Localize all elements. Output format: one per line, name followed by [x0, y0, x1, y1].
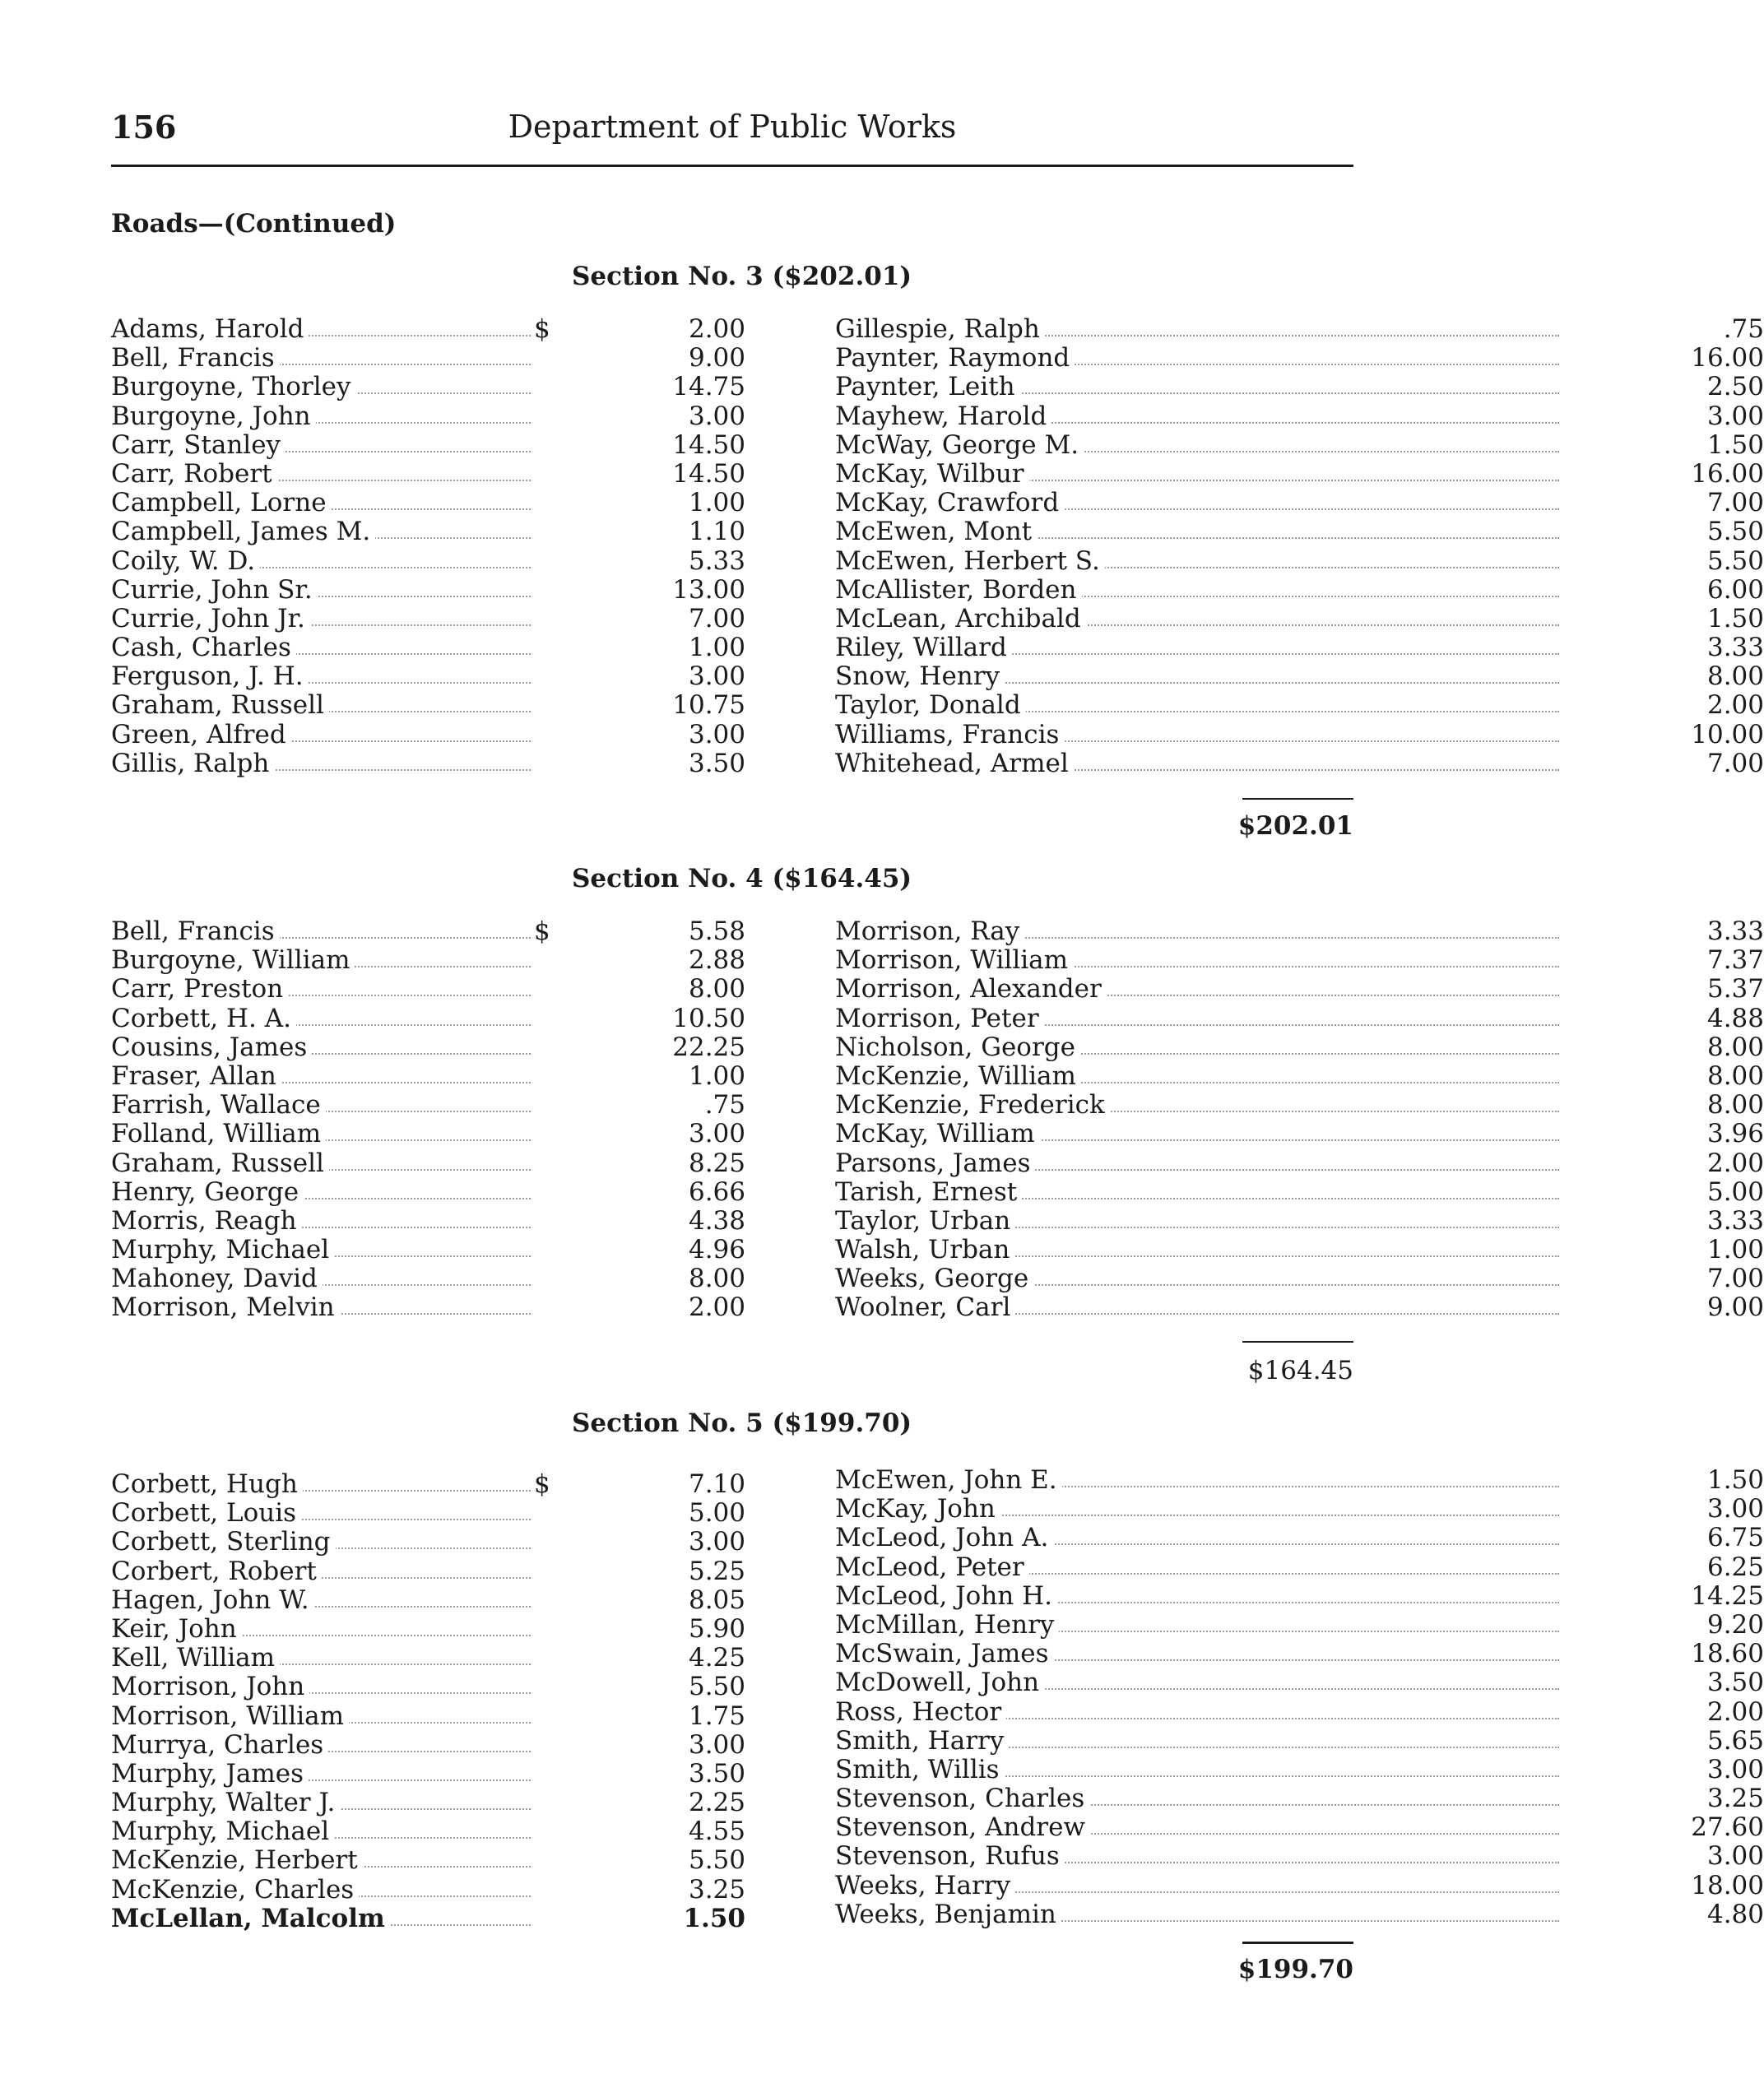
payment-amount: 10.50	[555, 1005, 745, 1033]
page-header	[111, 109, 1353, 158]
payee-name: McLeod, Peter	[835, 1553, 1029, 1582]
payment-amount: 3.00	[555, 1120, 745, 1148]
dollar-sign: $	[534, 314, 550, 344]
payee-name: McAllister, Borden	[835, 576, 1082, 605]
payee-name: Paynter, Raymond	[835, 344, 1075, 373]
payee-name: Ferguson, J. H.	[111, 662, 309, 691]
payee-name: Morris, Reagh	[111, 1207, 302, 1236]
payment-amount: 5.25	[555, 1557, 745, 1586]
payment-amount: 4.80	[1559, 1900, 1764, 1929]
payee-name: Woolner, Carl	[835, 1293, 1015, 1322]
payee-name: Stevenson, Charles	[835, 1784, 1089, 1813]
payment-amount: 1.00	[555, 633, 745, 662]
payment-amount: 14.50	[555, 431, 745, 460]
payment-amount: 1.50	[1559, 1466, 1764, 1495]
payee-name: McKay, Crawford	[835, 489, 1064, 517]
payee-name: Currie, John Sr.	[111, 576, 318, 605]
payment-amount: 3.00	[555, 721, 745, 749]
payee-name: Currie, John Jr.	[111, 605, 310, 633]
payee-name: Morrison, Peter	[835, 1005, 1044, 1033]
payment-amount: 18.00	[1559, 1872, 1764, 1900]
payee-name: Cash, Charles	[111, 633, 296, 662]
payment-amount: 16.00	[1559, 344, 1764, 373]
payee-name: McEwen, Herbert S.	[835, 547, 1105, 576]
payee-name: Murphy, Michael	[111, 1236, 334, 1264]
payee-name: McKenzie, Frederick	[835, 1091, 1110, 1120]
payment-amount: 3.50	[555, 1760, 745, 1789]
payment-amount: 8.00	[555, 1264, 745, 1293]
section-total: $202.01	[1237, 811, 1353, 841]
payment-amount: 7.00	[555, 605, 745, 633]
payee-name: Gillis, Ralph	[111, 749, 274, 778]
payment-amount: 6.66	[555, 1178, 745, 1207]
payee-name: Campbell, James M.	[111, 517, 375, 546]
payee-name: Paynter, Leith	[835, 373, 1020, 401]
payee-name: McKenzie, Herbert	[111, 1846, 363, 1875]
payment-amount: 5.33	[555, 547, 745, 576]
payee-name: Campbell, Lorne	[111, 489, 332, 517]
payee-name: McDowell, John	[835, 1668, 1044, 1697]
payment-amount: 5.58	[555, 917, 745, 946]
payment-amount: 9.00	[555, 344, 745, 373]
payment-amount: 8.25	[555, 1149, 745, 1178]
payment-amount: 14.75	[555, 373, 745, 401]
payee-name: McKenzie, Charles	[111, 1876, 359, 1905]
payee-name: Morrison, John	[111, 1673, 309, 1701]
payment-amount: 3.96	[1559, 1120, 1764, 1148]
payment-amount: 2.88	[555, 946, 745, 975]
payment-amount: 27.60	[1559, 1813, 1764, 1842]
payee-name: Walsh, Urban	[835, 1236, 1014, 1264]
payee-name: Hagen, John W.	[111, 1586, 314, 1615]
payment-amount: 7.10	[555, 1470, 745, 1499]
payee-name: Stevenson, Andrew	[835, 1813, 1090, 1842]
payment-amount: 3.00	[1559, 1495, 1764, 1524]
payee-name: Morrison, Melvin	[111, 1293, 340, 1322]
payment-amount: 3.00	[555, 402, 745, 431]
payee-name: Murphy, James	[111, 1760, 309, 1789]
payment-amount: 5.50	[1559, 547, 1764, 576]
payee-name: Carr, Stanley	[111, 431, 285, 460]
total-rule	[1242, 798, 1353, 800]
payment-amount: 4.55	[555, 1817, 745, 1846]
payment-amount: 3.50	[555, 749, 745, 778]
payee-name: Kell, William	[111, 1644, 280, 1673]
payee-name: McKenzie, William	[835, 1062, 1081, 1091]
payee-name: Murphy, Walter J.	[111, 1789, 340, 1817]
payment-amount: 8.00	[1559, 1091, 1764, 1120]
payee-name: Burgoyne, John	[111, 402, 316, 431]
payment-amount: 2.00	[1559, 1698, 1764, 1727]
payee-name: Fraser, Allan	[111, 1062, 281, 1091]
payee-name: Morrison, William	[835, 946, 1073, 975]
payment-amount: 2.25	[555, 1789, 745, 1817]
payee-name: Williams, Francis	[835, 721, 1064, 749]
payment-amount: 9.00	[1559, 1293, 1764, 1322]
payment-amount: 2.00	[1559, 1149, 1764, 1178]
payment-amount: 5.50	[1559, 517, 1764, 546]
payment-amount: 10.75	[555, 691, 745, 720]
payment-amount: 5.00	[555, 1499, 745, 1528]
payee-name: Whitehead, Armel	[835, 749, 1074, 778]
payment-amount: 6.00	[1559, 576, 1764, 605]
subheading: Roads—(Continued)	[111, 209, 397, 239]
payee-name: Smith, Harry	[835, 1727, 1009, 1756]
payment-amount: 3.33	[1559, 917, 1764, 946]
section-title: Section No. 4 ($164.45)	[572, 864, 912, 893]
payment-amount: 3.00	[1559, 1756, 1764, 1784]
payment-amount: 5.00	[1559, 1178, 1764, 1207]
payee-name: Corbett, Hugh	[111, 1470, 303, 1499]
page-title: Department of Public Works	[508, 109, 957, 145]
payment-amount: 3.25	[1559, 1784, 1764, 1813]
payee-name: Nicholson, George	[835, 1033, 1080, 1062]
section-title: Section No. 3 ($202.01)	[572, 262, 912, 291]
payment-amount: 3.00	[555, 662, 745, 691]
payee-name: Graham, Russell	[111, 1149, 329, 1178]
payment-amount: 3.33	[1559, 633, 1764, 662]
payment-amount: .75	[555, 1091, 745, 1120]
payment-amount: 18.60	[1559, 1640, 1764, 1668]
payment-amount: 5.50	[555, 1673, 745, 1701]
payment-amount: 8.00	[1559, 1033, 1764, 1062]
payment-amount: 9.20	[1559, 1611, 1764, 1640]
payee-name: McKay, John	[835, 1495, 1000, 1524]
payment-amount: 1.00	[555, 489, 745, 517]
payment-amount: 5.50	[555, 1846, 745, 1875]
payment-amount: 2.00	[555, 315, 745, 344]
payment-amount: 8.00	[1559, 1062, 1764, 1091]
payee-name: Taylor, Urban	[835, 1207, 1015, 1236]
section-title: Section No. 5 ($199.70)	[572, 1408, 912, 1438]
dollar-sign: $	[534, 916, 550, 946]
payee-name: Folland, William	[111, 1120, 326, 1148]
payment-amount: 3.00	[1559, 402, 1764, 431]
header-rule	[111, 165, 1353, 167]
payment-amount: 2.00	[1559, 691, 1764, 720]
payee-name: Farrish, Wallace	[111, 1091, 326, 1120]
payee-name: Adams, Harold	[111, 315, 309, 344]
payee-name: Corbett, Louis	[111, 1499, 301, 1528]
payment-amount: 8.00	[1559, 662, 1764, 691]
payment-amount: 4.88	[1559, 1005, 1764, 1033]
payee-name: Carr, Preston	[111, 975, 288, 1004]
section-total: $199.70	[1237, 1955, 1353, 1984]
payee-name: Gillespie, Ralph	[835, 315, 1045, 344]
payee-name: McLeod, John A.	[835, 1524, 1053, 1552]
payee-name: Tarish, Ernest	[835, 1178, 1022, 1207]
total-rule	[1242, 1942, 1353, 1944]
payee-name: McKay, Wilbur	[835, 460, 1029, 489]
payment-amount: 3.00	[555, 1731, 745, 1760]
payee-name: Bell, Francis	[111, 917, 280, 946]
payment-amount: 7.00	[1559, 749, 1764, 778]
payment-amount: 14.50	[555, 460, 745, 489]
payee-name: Stevenson, Rufus	[835, 1842, 1065, 1871]
payee-name: Weeks, Benjamin	[835, 1900, 1061, 1929]
payee-name: Murrya, Charles	[111, 1731, 328, 1760]
payment-amount: 10.00	[1559, 721, 1764, 749]
payee-name: Mayhew, Harold	[835, 402, 1051, 431]
payment-amount: 14.25	[1559, 1582, 1764, 1611]
payment-amount: 5.37	[1559, 975, 1764, 1004]
payee-name: Murphy, Michael	[111, 1817, 334, 1846]
payee-name: Graham, Russell	[111, 691, 329, 720]
payee-name: McLean, Archibald	[835, 605, 1086, 633]
payee-name: McWay, George M.	[835, 431, 1084, 460]
payment-amount: 3.33	[1559, 1207, 1764, 1236]
payment-amount: 6.75	[1559, 1524, 1764, 1552]
payment-amount: 22.25	[555, 1033, 745, 1062]
payee-name: Carr, Robert	[111, 460, 277, 489]
payment-amount: 4.25	[555, 1644, 745, 1673]
payment-amount: 3.00	[1559, 1842, 1764, 1871]
page-number: 156	[111, 109, 177, 146]
payment-amount: 5.90	[555, 1615, 745, 1644]
payment-amount: 1.50	[555, 1905, 745, 1933]
payment-amount: 1.00	[1559, 1236, 1764, 1264]
payment-amount: 3.25	[555, 1876, 745, 1905]
payee-name: Henry, George	[111, 1178, 304, 1207]
payee-name: Ross, Hector	[835, 1698, 1006, 1727]
payee-name: Mahoney, David	[111, 1264, 323, 1293]
payment-amount: 2.00	[555, 1293, 745, 1322]
payee-name: McEwen, John E.	[835, 1466, 1062, 1495]
payee-name: Corbett, H. A.	[111, 1005, 296, 1033]
payee-name: McMillan, Henry	[835, 1611, 1059, 1640]
payment-amount: 7.00	[1559, 1264, 1764, 1293]
payment-amount: 1.50	[1559, 431, 1764, 460]
section-total: $164.45	[1247, 1356, 1353, 1385]
payee-name: Weeks, Harry	[835, 1872, 1015, 1900]
payee-name: McEwen, Mont	[835, 517, 1037, 546]
payment-amount: 1.10	[555, 517, 745, 546]
payee-name: Morrison, William	[111, 1702, 349, 1731]
payee-name: Taylor, Donald	[835, 691, 1026, 720]
payee-name: Weeks, George	[835, 1264, 1033, 1293]
payee-name: Corbett, Sterling	[111, 1528, 336, 1557]
payee-name: Burgoyne, William	[111, 946, 355, 975]
payee-name: Keir, John	[111, 1615, 242, 1644]
payee-name: Bell, Francis	[111, 344, 280, 373]
dollar-sign: $	[534, 1469, 550, 1499]
payee-name: McKay, William	[835, 1120, 1040, 1148]
payee-name: Parsons, James	[835, 1149, 1035, 1178]
payment-amount: 7.37	[1559, 946, 1764, 975]
payment-amount: 16.00	[1559, 460, 1764, 489]
payment-amount: 1.50	[1559, 605, 1764, 633]
payment-amount: 3.50	[1559, 1668, 1764, 1697]
payee-name: Snow, Henry	[835, 662, 1005, 691]
payee-name: Morrison, Ray	[835, 917, 1024, 946]
payment-amount: .75	[1559, 315, 1764, 344]
payment-amount: 3.00	[555, 1528, 745, 1557]
payee-name: Burgoyne, Thorley	[111, 373, 356, 401]
payee-name: Smith, Willis	[835, 1756, 1005, 1784]
payee-name: Morrison, Alexander	[835, 975, 1107, 1004]
payee-name: Green, Alfred	[111, 721, 291, 749]
total-rule	[1242, 1341, 1353, 1343]
payee-name: Riley, Willard	[835, 633, 1012, 662]
payee-name: McLellan, Malcolm	[111, 1905, 390, 1933]
payment-amount: 4.38	[555, 1207, 745, 1236]
payment-amount: 13.00	[555, 576, 745, 605]
payment-amount: 2.50	[1559, 373, 1764, 401]
payment-amount: 5.65	[1559, 1727, 1764, 1756]
payment-amount: 4.96	[555, 1236, 745, 1264]
payee-name: Corbert, Robert	[111, 1557, 322, 1586]
payment-amount: 8.05	[555, 1586, 745, 1615]
payee-name: Coily, W. D.	[111, 547, 260, 576]
payee-name: Cousins, James	[111, 1033, 312, 1062]
payment-amount: 6.25	[1559, 1553, 1764, 1582]
payment-amount: 7.00	[1559, 489, 1764, 517]
payee-name: McLeod, John H.	[835, 1582, 1057, 1611]
payment-amount: 8.00	[555, 975, 745, 1004]
payee-name: McSwain, James	[835, 1640, 1054, 1668]
payment-amount: 1.00	[555, 1062, 745, 1091]
payment-amount: 1.75	[555, 1702, 745, 1731]
